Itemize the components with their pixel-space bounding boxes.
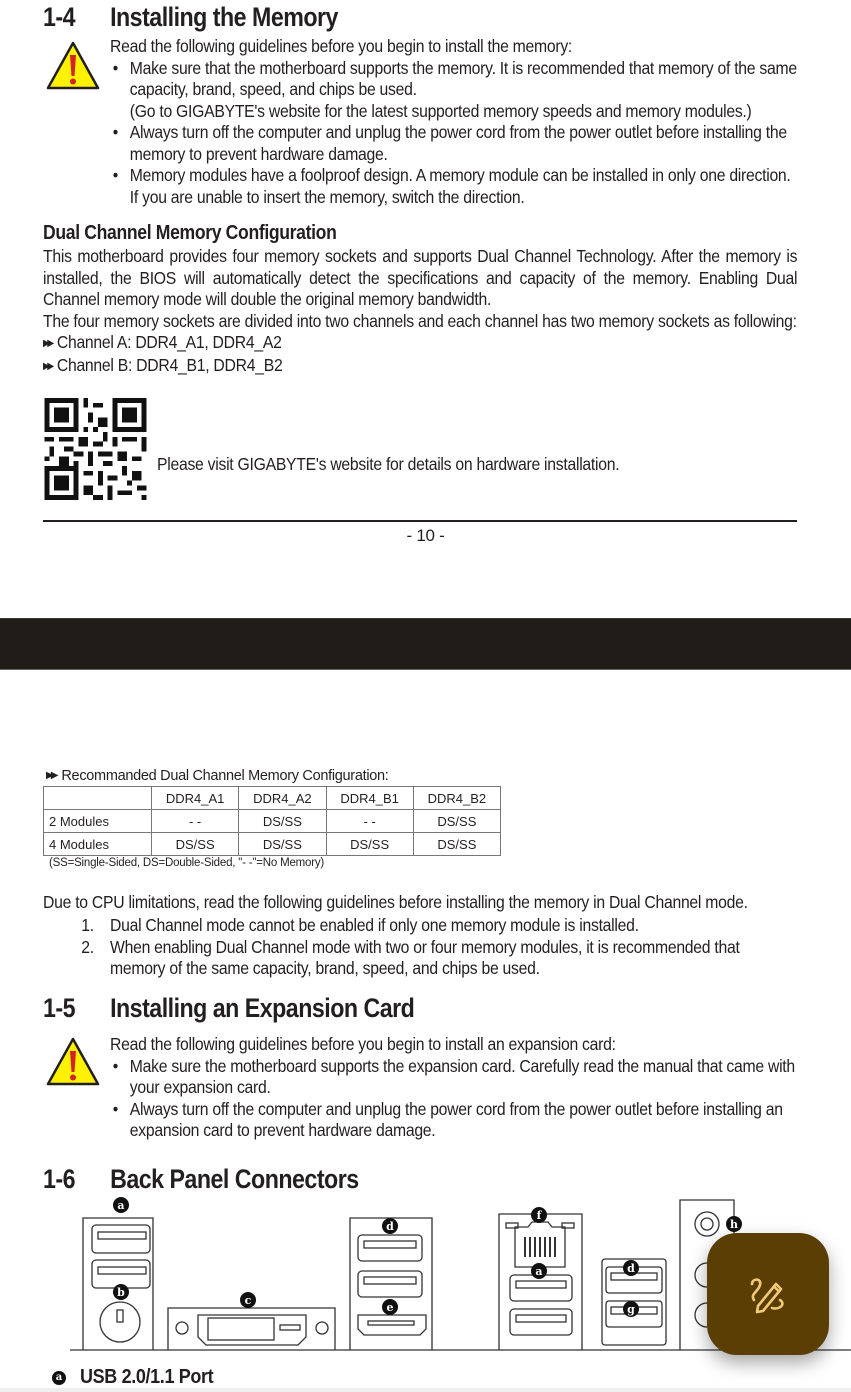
table-row: 4 Modules DS/SS DS/SS DS/SS DS/SS xyxy=(44,833,501,856)
svg-text:a: a xyxy=(535,1265,543,1278)
cpu-limitation-note: Due to CPU limitations, read the following guidelines before installing the memory in Dual Channel mode. xyxy=(43,892,748,912)
annotate-fab-button[interactable] xyxy=(707,1233,829,1355)
channel-b-line: ▶▶ Channel B: DDR4_B1, DDR4_B2 xyxy=(43,354,283,375)
pen-squiggle-icon xyxy=(746,1272,790,1316)
svg-text:d: d xyxy=(386,1220,394,1233)
table-header-row: DDR4_A1 DDR4_A2 DDR4_B1 DDR4_B2 xyxy=(44,787,501,810)
section-heading-1-5: 1-5 Installing an Expansion Card xyxy=(43,993,415,1023)
svg-text:h: h xyxy=(730,1218,738,1231)
connector-item-a: a USB 2.0/1.1 Port xyxy=(52,1366,228,1389)
guideline-item: 1. Dual Channel mode cannot be enabled if only one memory module is installed. xyxy=(81,915,639,935)
expansion-card-guidelines: Read the following guidelines before you begin to install an expansion card: • Make sure the motherboard supports the expansion card. Carefully read the manual that came with your expansion card. • Always turn off the computer and unplug the power cord from the power outlet before installing an expansion card to prevent hardware damage. xyxy=(110,1034,799,1142)
double-arrow-icon: ▶▶ xyxy=(46,770,56,781)
double-arrow-icon: ▶▶ xyxy=(43,360,52,372)
guideline-item: • Always turn off the computer and unplug the power cord from the power outlet before installing the memory to prevent hardware damage. xyxy=(110,122,799,165)
guideline-item: • Memory modules have a foolproof design. A memory module can be installed in only one direction. If you are unable to insert the memory, switch the direction. xyxy=(110,165,799,208)
bottom-edge xyxy=(0,1388,851,1392)
guideline-item: • Make sure the motherboard supports the expansion card. Carefully read the manual that came with your expansion card. xyxy=(110,1056,799,1099)
qr-caption: Please visit GIGABYTE's website for details on hardware installation. xyxy=(157,454,620,474)
warning-icon xyxy=(45,1036,101,1088)
document-page-10 xyxy=(0,0,851,618)
guideline-item: • Make sure that the motherboard supports the memory. It is recommended that memory of the same capacity, brand, speed, and chips be used. (Go to GIGABYTE's website for the latest supported memory speeds and memory modules.) xyxy=(110,58,799,123)
svg-text:b: b xyxy=(117,1286,125,1299)
table-note: (SS=Single-Sided, DS=Double-Sided, "- -"=No Memory) xyxy=(49,857,325,869)
dual-channel-description: This motherboard provides four memory sockets and supports Dual Channel Technology. After the memory is installed, the BIOS will automatically detect the specifications and capacity of the memory. Enabling Dual Channel memory mode will double the original memory bandwidth. The four memory sockets are divided into two channels and each channel has two memory sockets as following: ▶▶ Channel A: DDR4_A1, DDR4_A2 ▶▶ Channel B: DDR4_B1, DDR4_B2 xyxy=(43,246,797,377)
page-number: - 10 - xyxy=(406,526,445,545)
dual-channel-heading: Dual Channel Memory Configuration xyxy=(43,222,337,244)
marker-a-icon: a xyxy=(52,1371,66,1385)
page-separator xyxy=(0,618,851,670)
svg-text:a: a xyxy=(117,1199,125,1212)
guideline-item: 2. When enabling Dual Channel mode with two or four memory modules, it is recommended that memory of the same capacity, brand, speed, and chips be used. xyxy=(81,936,740,978)
svg-text:d: d xyxy=(627,1262,635,1275)
double-arrow-icon: ▶▶ xyxy=(43,338,52,349)
memory-guidelines: Read the following guidelines before you begin to install the memory: • Make sure that the motherboard supports the memory. It is recommended that memory of the same capacity, brand, speed, and chips be used. (Go to GIGABYTE's website for the latest supported memory speeds and memory modules.) • Always turn off the computer and unplug the power cord from the power outlet before installing the memory to prevent hardware damage. • Memory modules have a foolproof design. A memory module can be installed in only one direction. If you are unable to insert the memory, switch the direction. xyxy=(110,36,799,208)
warning-icon xyxy=(45,40,101,92)
svg-text:f: f xyxy=(536,1209,542,1222)
qr-code xyxy=(43,398,148,500)
section-heading-1-4: 1-4 Installing the Memory xyxy=(43,2,338,32)
table-title: ▶▶ Recommanded Dual Channel Memory Configuration: xyxy=(46,768,389,784)
footer-rule xyxy=(43,520,797,522)
section-heading-1-6: 1-6 Back Panel Connectors xyxy=(43,1164,359,1194)
svg-text:e: e xyxy=(386,1301,394,1314)
dual-channel-guidelines xyxy=(81,915,799,980)
guideline-item: • Always turn off the computer and unplug the power cord from the power outlet before installing an expansion card to prevent hardware damage. xyxy=(110,1099,799,1142)
memory-config-table xyxy=(43,786,501,856)
svg-text:g: g xyxy=(627,1303,635,1316)
svg-text:c: c xyxy=(244,1294,252,1307)
table-row: 2 Modules - - DS/SS - - DS/SS xyxy=(44,810,501,833)
channel-a-line: ▶▶ Channel A: DDR4_A1, DDR4_A2 xyxy=(43,332,282,352)
